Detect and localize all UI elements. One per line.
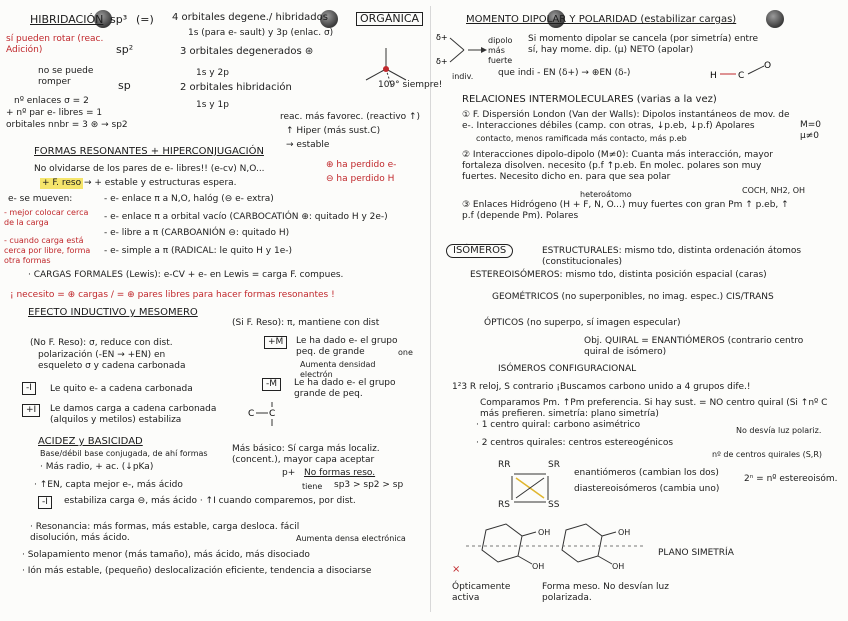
indiv-label: indiv. bbox=[452, 72, 474, 81]
perdida-e: ⊕ ha perdido e- bbox=[326, 160, 397, 170]
mas-basico: Más básico: Sí carga más localiz. (concent.), mayor capa aceptar bbox=[232, 444, 380, 465]
sp-label: sp bbox=[118, 79, 131, 92]
minus-i-box: -I bbox=[22, 382, 36, 395]
side-rotate: sí pueden rotar (reac. Adición) bbox=[6, 34, 104, 55]
stereo-rs: RS bbox=[498, 500, 510, 510]
oh-label-3: OH bbox=[618, 528, 631, 537]
orb-deg-title: 4 orbitales degene./ hibridados bbox=[172, 12, 328, 23]
svg-text:C: C bbox=[248, 409, 255, 419]
cargas-formales: · CARGAS FORMALES (Lewis): e-CV + e- en Lewis = carga F. compues. bbox=[28, 270, 344, 280]
configuracional-title: ISÓMEROS CONFIGURACIONAL bbox=[498, 364, 637, 374]
prioridad-text: 1²3 R reloj, S contrario ¡Buscamos carbono unido a 4 grupos dife.! bbox=[452, 382, 751, 392]
mu-values: M=0 μ≠0 bbox=[800, 120, 822, 141]
geometricos-text: GEOMÉTRICOS (no superponibles, no imag. espec.) CIS/TRANS bbox=[492, 292, 774, 302]
dipolo-note: Si momento dipolar se cancela (por simetría) entre sí, hay mome. dip. (μ) NETO (apolar) bbox=[528, 34, 759, 55]
enlace-pi: - e- enlace π a N,O, halóg (⊖ e- extra) bbox=[104, 194, 274, 204]
orb-1s1p: 1s y 1p bbox=[196, 100, 229, 110]
svg-text:C: C bbox=[269, 409, 276, 419]
title-hibridacion: HIBRIDACIÓN bbox=[30, 13, 104, 26]
base-conj: Base/débil base conjugada, de ahí formas bbox=[40, 449, 208, 458]
svg-text:O: O bbox=[764, 61, 772, 71]
carbon-substituent-sketch bbox=[244, 398, 284, 432]
enlaces-sigma: nº enlaces σ = 2 bbox=[14, 96, 89, 106]
quiral-text: Obj. QUIRAL = ENANTIÓMEROS (contrario centro quiral de isómero) bbox=[584, 336, 804, 357]
mas-estable: → estable bbox=[286, 140, 330, 150]
stereo-rr: RR bbox=[498, 460, 511, 470]
f-reso-tag: + F. reso bbox=[42, 178, 82, 188]
orb-hib2: 2 orbitales hibridación bbox=[180, 82, 292, 93]
side-norotate: no se puede romper bbox=[38, 66, 94, 87]
pares-libres: + nº par e- libres = 1 bbox=[6, 108, 103, 118]
aumenta-densidad: Aumenta densidad electrón bbox=[300, 360, 376, 379]
binder-hole-4 bbox=[766, 10, 784, 28]
minus-i-text: Le quito e- a cadena carbonada bbox=[50, 384, 193, 394]
hiperconj: ↑ Hiper (más sust.C) bbox=[286, 126, 381, 136]
no-olvidar: No olvidarse de los pares de e- libres!! (e-cv) N,O... bbox=[34, 164, 265, 174]
que-indi: que indi - EN (δ+) → ⊕EN (δ-) bbox=[498, 68, 631, 78]
diastereo-text: diastereoisómeros (cambia uno) bbox=[574, 484, 720, 494]
svg-text:δ+: δ+ bbox=[436, 57, 448, 66]
enantiomeros-text: enantiómeros (cambian los dos) bbox=[574, 468, 719, 478]
reac-favorec: reac. más favorec. (reactivo ↑) bbox=[280, 112, 421, 122]
estructurales-text: ESTRUCTURALES: mismo tdo, distinta ordenación átomos (constitucionales) bbox=[542, 246, 802, 267]
mejor-colocar: - mejor colocar cerca de la carga bbox=[4, 208, 89, 227]
e-mueven: e- se mueven: bbox=[8, 194, 73, 204]
polarizacion: polarización (-EN → +EN) en esqueleto σ y cadena carbonada bbox=[38, 350, 186, 371]
solapamiento: · Solapamiento menor (más tamaño), más ácido, más disociado bbox=[22, 550, 310, 560]
mas-radio: · Más radio, + ac. (↓pKa) bbox=[40, 462, 154, 472]
stereo-relation-diagram bbox=[500, 470, 560, 506]
oh-label-4: OH bbox=[612, 562, 625, 571]
oh-label-2: OH bbox=[532, 562, 545, 571]
en-capta: · ↑EN, capta mejor e-, más ácido bbox=[34, 480, 183, 490]
intermolecular-item-3: ③ Enlaces Hidrógeno (H + F, N, O...) muy fuertes con gran Pm ↑ p.eb, ↑ p.f (depende Pm). Polares bbox=[462, 200, 789, 221]
oh-label-1: OH bbox=[538, 528, 551, 537]
sp3-bond: (=) bbox=[136, 13, 154, 26]
orbitales-nr: orbitales nnbr = 3 ⊛ → sp2 bbox=[6, 120, 128, 130]
necesito-note: ¡ necesito = ⊕ cargas / = ⊕ pares libres para hacer formas resonantes ! bbox=[10, 290, 335, 300]
stereo-sr: SR bbox=[548, 460, 560, 470]
minus-m-text: Le ha dado e- el grupo grande de peq. bbox=[294, 378, 396, 399]
si-freso: (Si F. Reso): π, mantiene con dist bbox=[232, 318, 380, 328]
contacto-note: contacto, menos ramificada más contacto, más p.eb bbox=[476, 134, 687, 143]
estereoisomeros-text: ESTEREOISÓMEROS: mismo tdo, distinta posición espacial (caras) bbox=[470, 270, 767, 280]
stereo-ss: SS bbox=[548, 500, 560, 510]
orb-deg3: 3 orbitales degenerados ⊛ bbox=[180, 46, 314, 57]
cross-mark: × bbox=[452, 564, 461, 575]
plus-i-box: +I bbox=[22, 404, 40, 417]
svg-text:C: C bbox=[738, 71, 745, 81]
angle-note: 109° siempre! bbox=[378, 80, 443, 90]
plus-i-text: Le damos carga a cadena carbonada (alquilos y metilos) estabiliza bbox=[50, 404, 217, 425]
no-freso: (No F. Reso): σ, reduce con dist. bbox=[30, 338, 173, 348]
un-centro: · 1 centro quiral: carbono asimétrico bbox=[476, 420, 641, 430]
tiene-label: tiene bbox=[302, 482, 323, 491]
one-note: one bbox=[398, 348, 413, 357]
sp2-label: sp² bbox=[116, 43, 134, 56]
estabiliza-text: estabiliza carga ⊖, más ácido · ↑I cuando comparemos, por dist. bbox=[64, 496, 356, 506]
libre-pi: - e- libre a π (CARBOANIÓN ⊖: quitado H) bbox=[104, 228, 290, 238]
title-acidez: ACIDEZ y BASICIDAD bbox=[38, 436, 143, 447]
simple-pi: - e- simple a π (RADICAL: le quito H y 1e-) bbox=[104, 246, 293, 256]
coch-note: COCH, NH2, OH bbox=[742, 186, 806, 195]
forma-meso: Forma meso. No desvían luz polarizada. bbox=[542, 582, 669, 603]
co2-sketch bbox=[708, 56, 778, 90]
orb-1s2p: 1s y 2p bbox=[196, 68, 229, 78]
no-formas: No formas reso. bbox=[304, 468, 376, 478]
plano-simetria: PLANO SIMETRÍA bbox=[658, 548, 734, 558]
orbital-vacio: - e- enlace π a orbital vacío (CARBOCATIÓN ⊕: quitado H y 2e-) bbox=[104, 212, 388, 222]
sp-order: sp3 > sp2 > sp bbox=[334, 480, 404, 490]
cuando-carga: - cuando carga está cerca por libre, forma otra formas bbox=[4, 236, 91, 265]
title-formas-resonantes: FORMAS RESONANTES + HIPERCONJUGACIÓN bbox=[34, 146, 264, 157]
comparamos-text: Comparamos Pm. ↑Pm preferencia. Si hay sust. = NO centro quiral (Si ↑nº C más prefieren. simetría: plano simetría) bbox=[480, 398, 828, 419]
ion-estable: · Ión más estable, (pequeño) deslocalización eficiente, tendencia a disociarse bbox=[22, 566, 372, 576]
minus-i-box-2: -I bbox=[38, 496, 52, 509]
dipole-diagram bbox=[434, 30, 490, 70]
p-plus: p+ bbox=[282, 468, 296, 478]
intermolecular-item-1: ① F. Dispersión London (Van der Walls): Dipolos instantáneos de mov. de e-. Interacciones débiles (camp. con otras, ↓p.eb, ↓p.f) Apolares bbox=[462, 110, 790, 131]
relaciones-title: RELACIONES INTERMOLECULARES (varias a la vez) bbox=[462, 94, 717, 105]
opticamente-activa: Ópticamente activa bbox=[452, 582, 511, 603]
plus-m-box: +M bbox=[264, 336, 287, 349]
aumenta-densa: Aumenta densa electrónica bbox=[296, 534, 406, 543]
isomeros-badge: ISÓMEROS bbox=[446, 244, 513, 258]
title-momento-dipolar: MOMENTO DIPOLAR Y POLARIDAD (estabilizar cargas) bbox=[466, 14, 737, 25]
perdida-h: ⊖ ha perdido H bbox=[326, 174, 395, 184]
intermolecular-item-2: ② Interacciones dipolo-dipolo (M≠0): Cuanta más interacción, mayor fortaleza disolven. necesito (p.f ↑p.eb. En molec. polares son muy fuertes. Necesito dicho en. para que sea polar bbox=[462, 150, 773, 182]
svg-text:δ+: δ+ bbox=[436, 33, 448, 42]
dipolo-labels: dipolo más fuerte bbox=[488, 36, 513, 65]
resonancia-text: · Resonancia: más formas, más estable, carga desloca. fácil disolución, más ácido. bbox=[30, 522, 300, 543]
y-estable: → + estable y estructuras espera. bbox=[84, 178, 237, 188]
plus-m-text: Le ha dado e- el grupo peq. de grande bbox=[296, 336, 398, 357]
opticos-text: ÓPTICOS (no superpo, sí imagen especular) bbox=[484, 318, 681, 328]
heteroatomo-note: heteroátomo bbox=[580, 190, 632, 199]
title-organica: ORGÁNICA bbox=[356, 12, 423, 26]
no-desvia: No desvía luz polariz. bbox=[736, 426, 822, 435]
formula-2n: 2ⁿ = nº estereoisóm. bbox=[744, 474, 838, 484]
title-inductivo: EFECTO INDUCTIVO y MESOMERO bbox=[28, 307, 198, 318]
centros-quirales: nº de centros quirales (S,R) bbox=[712, 450, 823, 459]
page-divider bbox=[430, 6, 431, 612]
dos-centros: · 2 centros quirales: centros estereogénicos bbox=[476, 438, 674, 448]
sp3-label: sp³ bbox=[110, 13, 128, 26]
svg-text:H: H bbox=[710, 71, 717, 81]
minus-m-box: -M bbox=[262, 378, 281, 391]
orb-deg-sub: 1s (para e- sault) y 3p (enlac. σ) bbox=[188, 28, 334, 38]
